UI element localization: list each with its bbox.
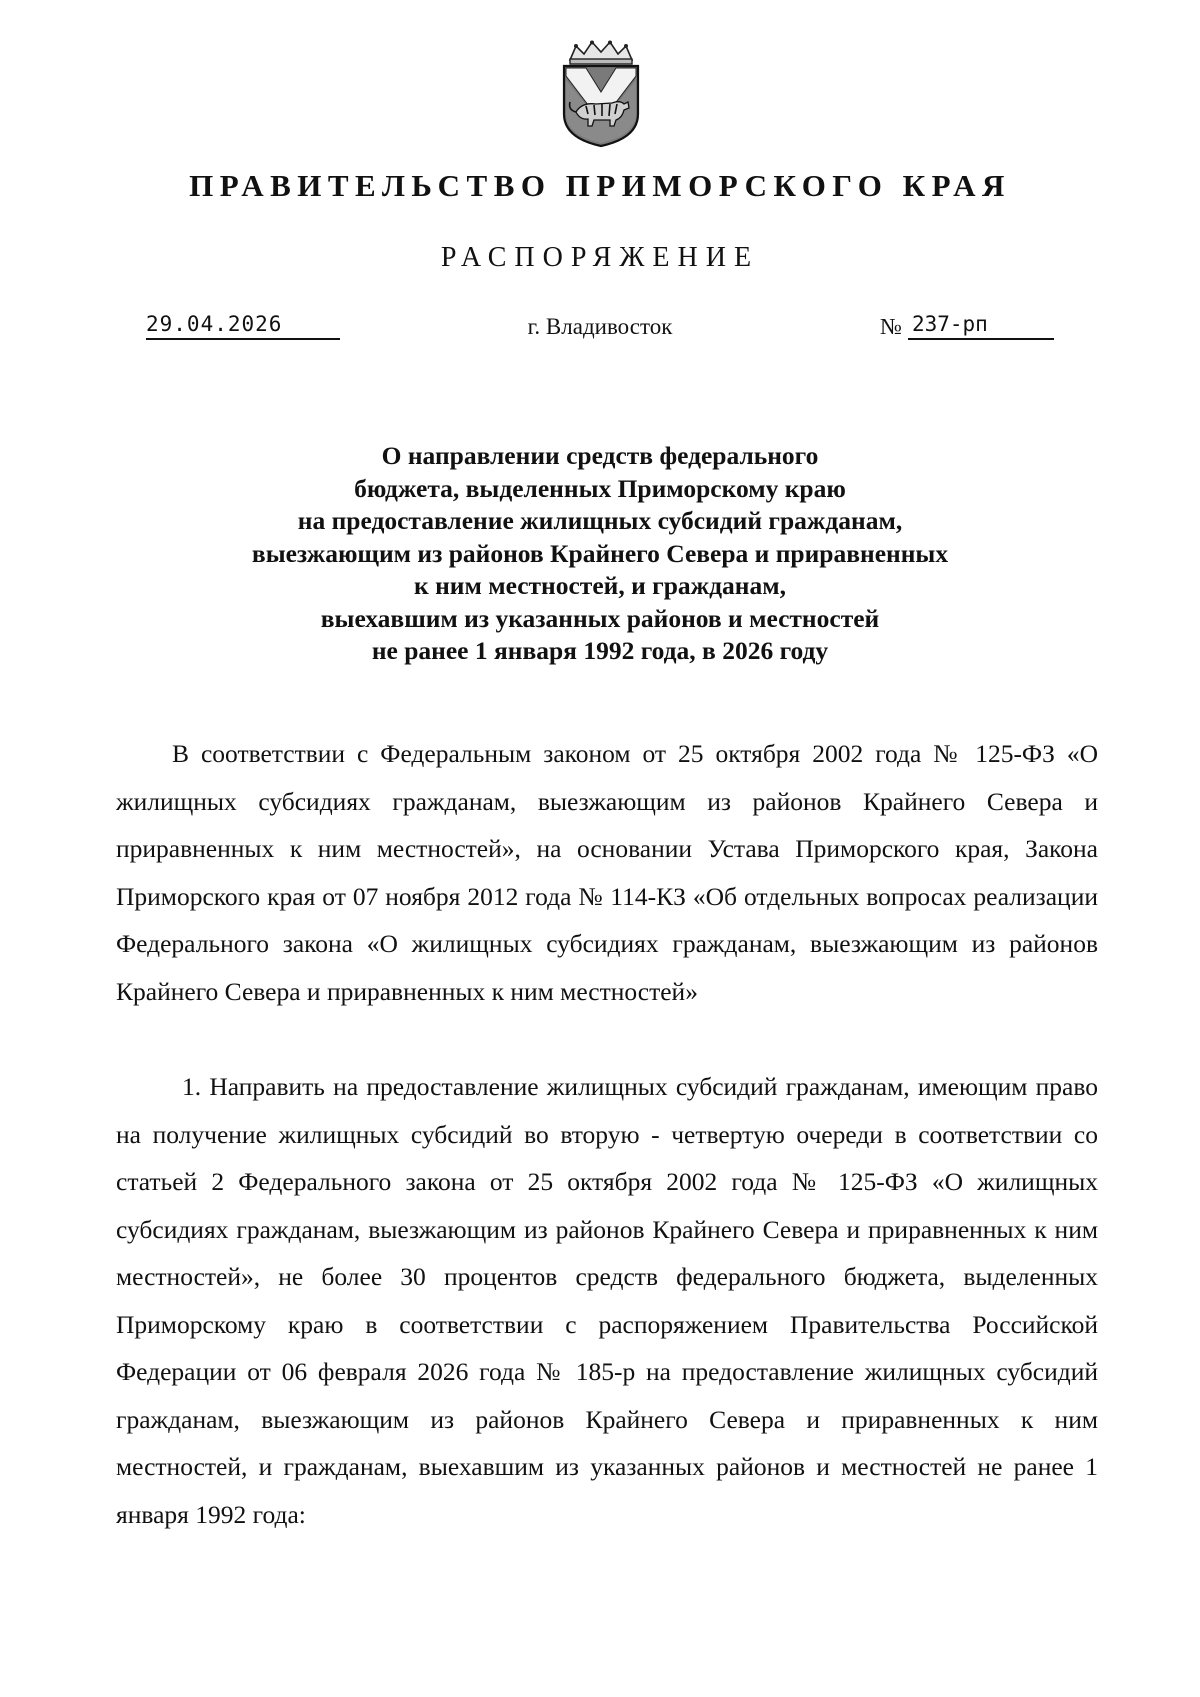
document-city: г. Владивосток <box>527 314 673 339</box>
document-date: 29.04.2026 <box>146 312 340 340</box>
heading-line: на предоставление жилищных субсидий гражданам, <box>297 506 903 535</box>
number-sign: № <box>880 314 902 339</box>
item-1-paragraph: 1. Направить на предоставление жилищных субсидий гражданам, имеющим право на получение жилищных субсидий во вторую - четвертую очереди в соответствии со статьей 2 Федерального закона от 25 октября 2002 года № 125-ФЗ «О жилищных субсидиях гражданам, выезжающим из районов Крайнего Севера и приравненных к ним местностей», не более 30 процентов средств федерального бюджета, выделенных Приморскому краю в соответствии с распоряжением Правительства Российской Федерации от 06 февраля 2026 года № 185-р на предоставление жилищных субсидий гражданам, выезжающим из районов Крайнего Севера и приравненных к ним местностей, и гражданам, выехавшим из указанных районов и местностей не ранее 1 января 1992 года: <box>116 1072 1098 1529</box>
document-type-title: РАСПОРЯЖЕНИЕ <box>440 242 760 273</box>
heading-line: выехавшим из указанных районов и местностей <box>320 603 880 633</box>
document-heading <box>150 440 1050 668</box>
heading-line: бюджета, выделенных Приморскому краю <box>354 473 846 503</box>
primorsky-krai-coat-of-arms-icon <box>556 40 646 148</box>
document-meta-row <box>0 312 1200 352</box>
document-number-field <box>880 312 1054 340</box>
heading-line: к ним местностей, и гражданам, <box>414 571 786 600</box>
document-number: 237-рп <box>908 312 1054 340</box>
government-title: ПРАВИТЕЛЬСТВО ПРИМОРСКОГО КРАЯ <box>189 168 1011 203</box>
heading-line: выезжающим из районов Крайнего Севера и приравненных <box>251 538 949 568</box>
preamble-paragraph: В соответствии с Федеральным законом от 25 октября 2002 года № 125-ФЗ «О жилищных субсидиях гражданам, выезжающим из районов Крайнего Севера и приравненных к ним местностей», на основании Устава Приморского края, Закона Приморского края от 07 ноября 2012 года № 114-КЗ «Об отдельных вопросах реализации Федерального закона «О жилищных субсидиях гражданам, выезжающим из районов Крайнего Севера и приравненных к ним местностей» <box>116 739 1098 1006</box>
heading-line: О направлении средств федерального <box>381 441 819 470</box>
heading-line: не ранее 1 января 1992 года, в 2026 году <box>371 636 829 665</box>
